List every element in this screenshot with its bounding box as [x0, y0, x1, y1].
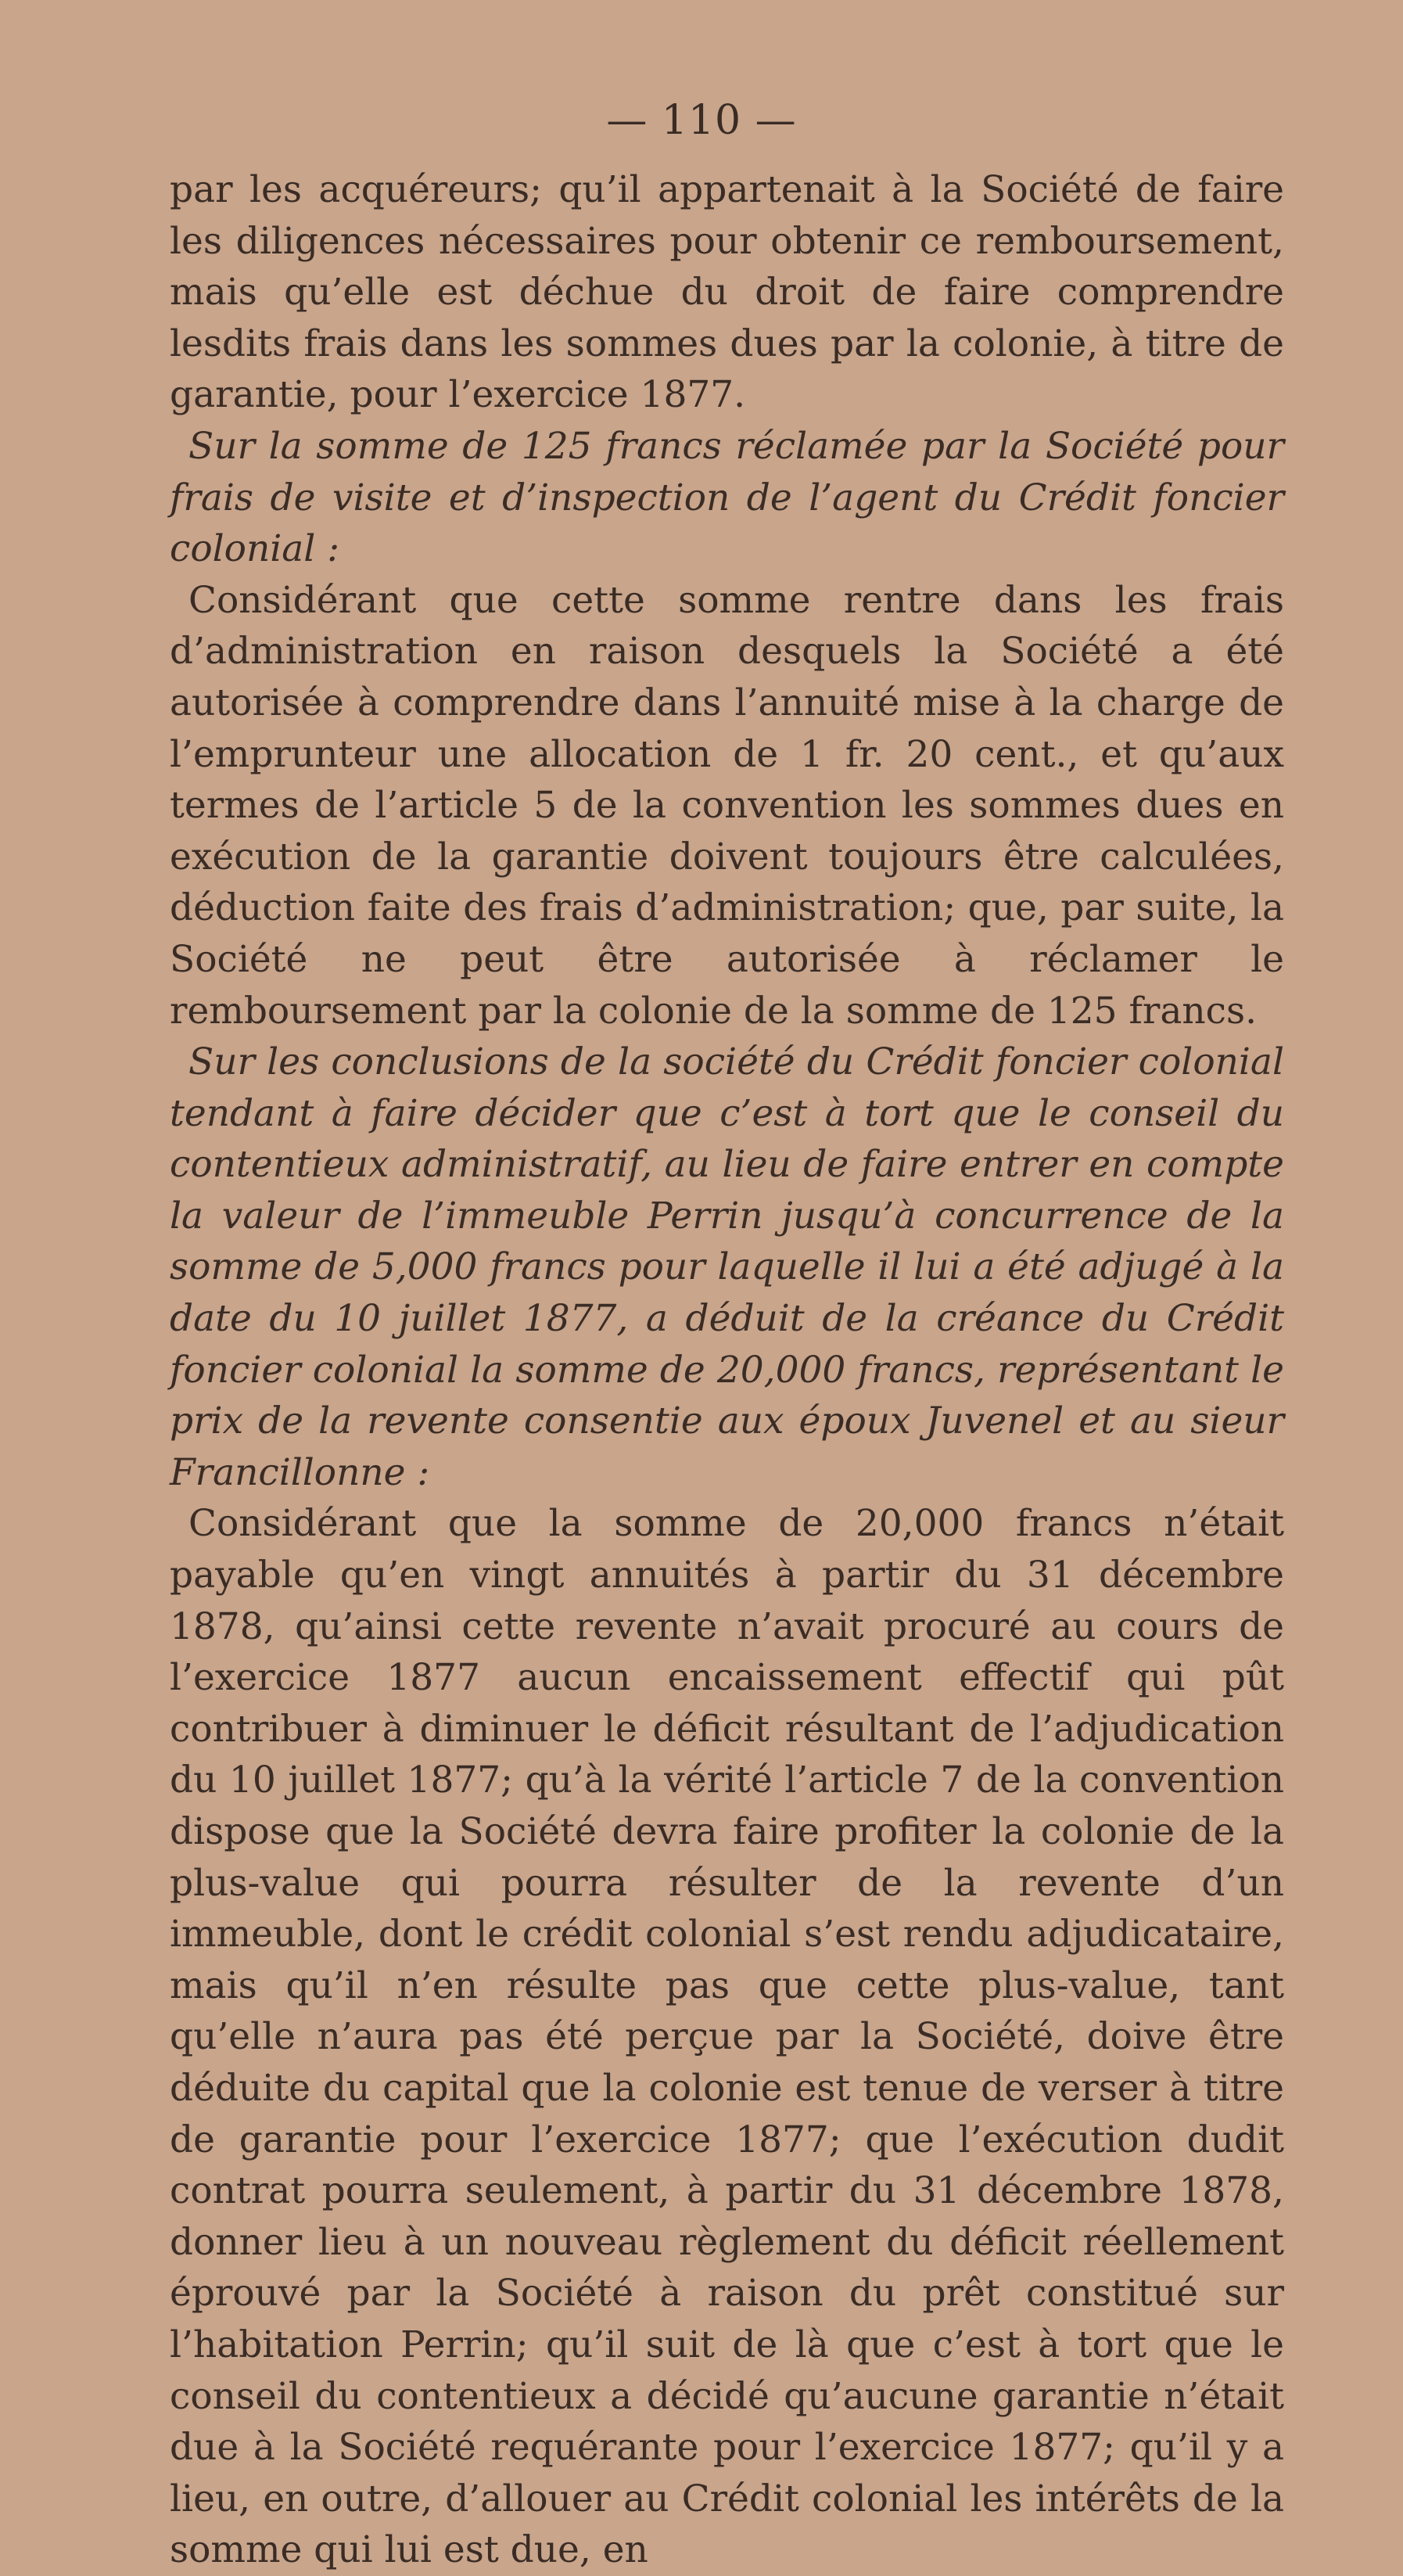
paragraph-2-heading: Sur la somme de 125 francs réclamée par la Société pour frais de visite et d’inspection de l’agent du Crédit foncier colonial : [170, 424, 1284, 571]
paragraph-4-heading: Sur les conclusions de la société du Crédit foncier colonial tendant à faire décider que c’est à tort que le conseil du contentieux administratif, au lieu de faire entrer en compte la valeur de l’immeuble Perrin jusqu’à concurrence de la somme de 5,000 francs pour laquelle il lui a été adjugé à la date du 10 juillet 1877, a déduit de la créance du Crédit foncier colonial la somme de 20,000 francs, représentant le prix de la revente consentie aux époux Juvenel et au sieur Francillonne : [170, 1040, 1284, 1494]
paragraph-1: par les acquéreurs; qu’il appartenait à la Société de faire les diligences nécessaires pour obtenir ce remboursement, mais qu’elle est déchue du droit de faire comprendre lesdits frais dans les sommes dues par la colonie, à titre de garantie, pour l’exercice 1877. [170, 168, 1284, 417]
body-text [170, 164, 1284, 2576]
page-number: — 110 — [606, 97, 797, 144]
paragraph-3: Considérant que cette somme rentre dans les frais d’administration en raison desquels la Société a été autorisée à comprendre dans l’annuité mise à la charge de l’emprunteur une allocation de 1 fr. 20 cent., et qu’aux termes de l’article 5 de la convention les sommes dues en exécution de la garantie doivent toujours être calculées, déduction faite des frais d’administration; que, par suite, la Société ne peut être autorisée à réclamer le remboursement par la colonie de la somme de 125 francs. [170, 578, 1284, 1033]
paragraph-5: Considérant que la somme de 20,000 francs n’était payable qu’en vingt annuités à partir du 31 décembre 1878, qu’ainsi cette revente n’avait procuré au cours de l’exercice 1877 aucun encaissement effectif qui pût contribuer à diminuer le déficit résultant de l’adjudication du 10 juillet 1877; qu’à la vérité l’article 7 de la convention dispose que la Société devra faire profiter la colonie de la plus-value qui pourra résulter de la revente d’un immeuble, dont le crédit colonial s’est rendu adjudicataire, mais qu’il n’en résulte pas que cette plus-value, tant qu’elle n’aura pas été perçue par la Société, doive être déduite du capital que la colonie est tenue de verser à titre de garantie pour l’exercice 1877; que l’exécution dudit contrat pourra seulement, à partir du 31 décembre 1878, donner lieu à un nouveau règlement du déficit réellement éprouvé par la Société à raison du prêt constitué sur l’habitation Perrin; qu’il suit de là que c’est à tort que le conseil du contentieux a décidé qu’aucune garantie n’était due à la Société requérante pour l’exercice 1877; qu’il y a lieu, en outre, d’allouer au Crédit colonial les intérêts de la somme qui lui est due, en [170, 1502, 1284, 2572]
